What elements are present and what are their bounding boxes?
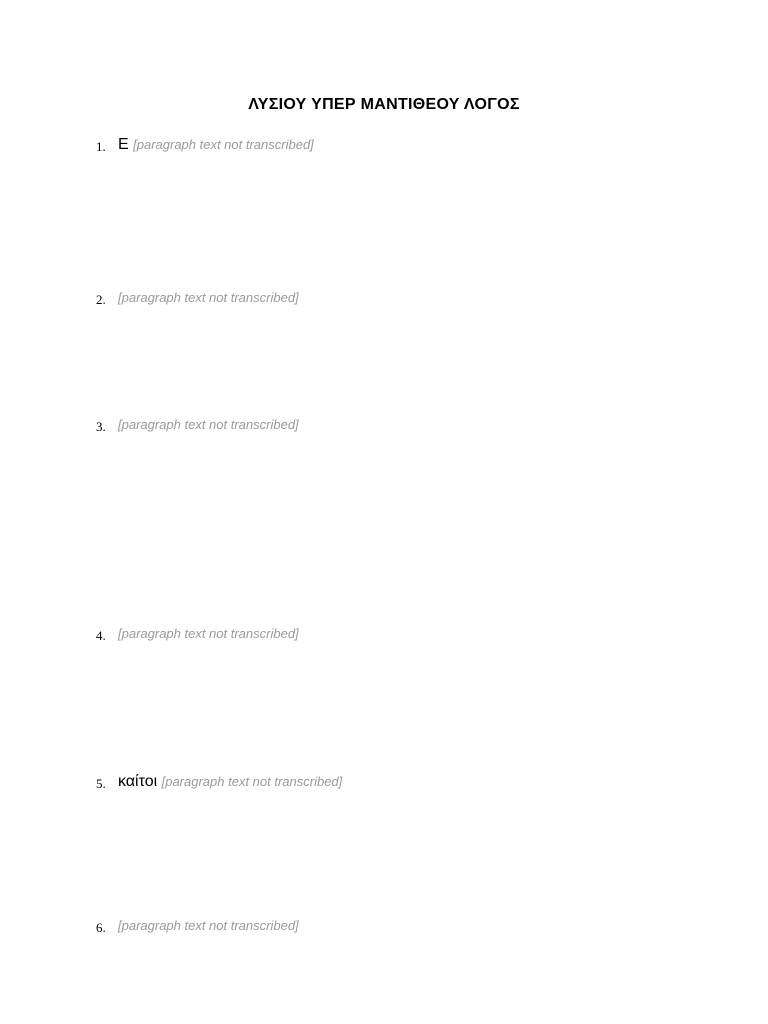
missing-text-note: [paragraph text not transcribed] (133, 137, 314, 152)
paragraph-4 (96, 622, 700, 645)
paragraph-text: καίτοι (118, 773, 158, 790)
missing-text-note: [paragraph text not transcribed] (118, 290, 299, 305)
paragraph-6 (96, 914, 700, 937)
paragraph-number: 6. (96, 920, 106, 935)
page-title: ΛΥΣΙΟΥ ΥΠΕΡ ΜΑΝΤΙΘΕΟΥ ΛΟΓΟΣ (248, 96, 520, 113)
missing-text-note: [paragraph text not transcribed] (118, 918, 299, 933)
paragraph-3 (96, 413, 700, 436)
missing-text-note: [paragraph text not transcribed] (118, 417, 299, 432)
paragraph-text: Ε (118, 136, 129, 153)
paragraph-5 (96, 770, 700, 793)
missing-text-note: [paragraph text not transcribed] (161, 774, 343, 789)
paragraph-number: 1. (96, 139, 106, 154)
paragraph-1 (96, 133, 700, 156)
paragraph-number: 4. (96, 628, 106, 643)
missing-text-note: [paragraph text not transcribed] (118, 626, 299, 641)
paragraph-number: 2. (96, 292, 106, 307)
paragraph-2 (96, 286, 700, 309)
paragraph-number: 3. (96, 419, 106, 434)
paragraph-number: 5. (96, 776, 106, 791)
